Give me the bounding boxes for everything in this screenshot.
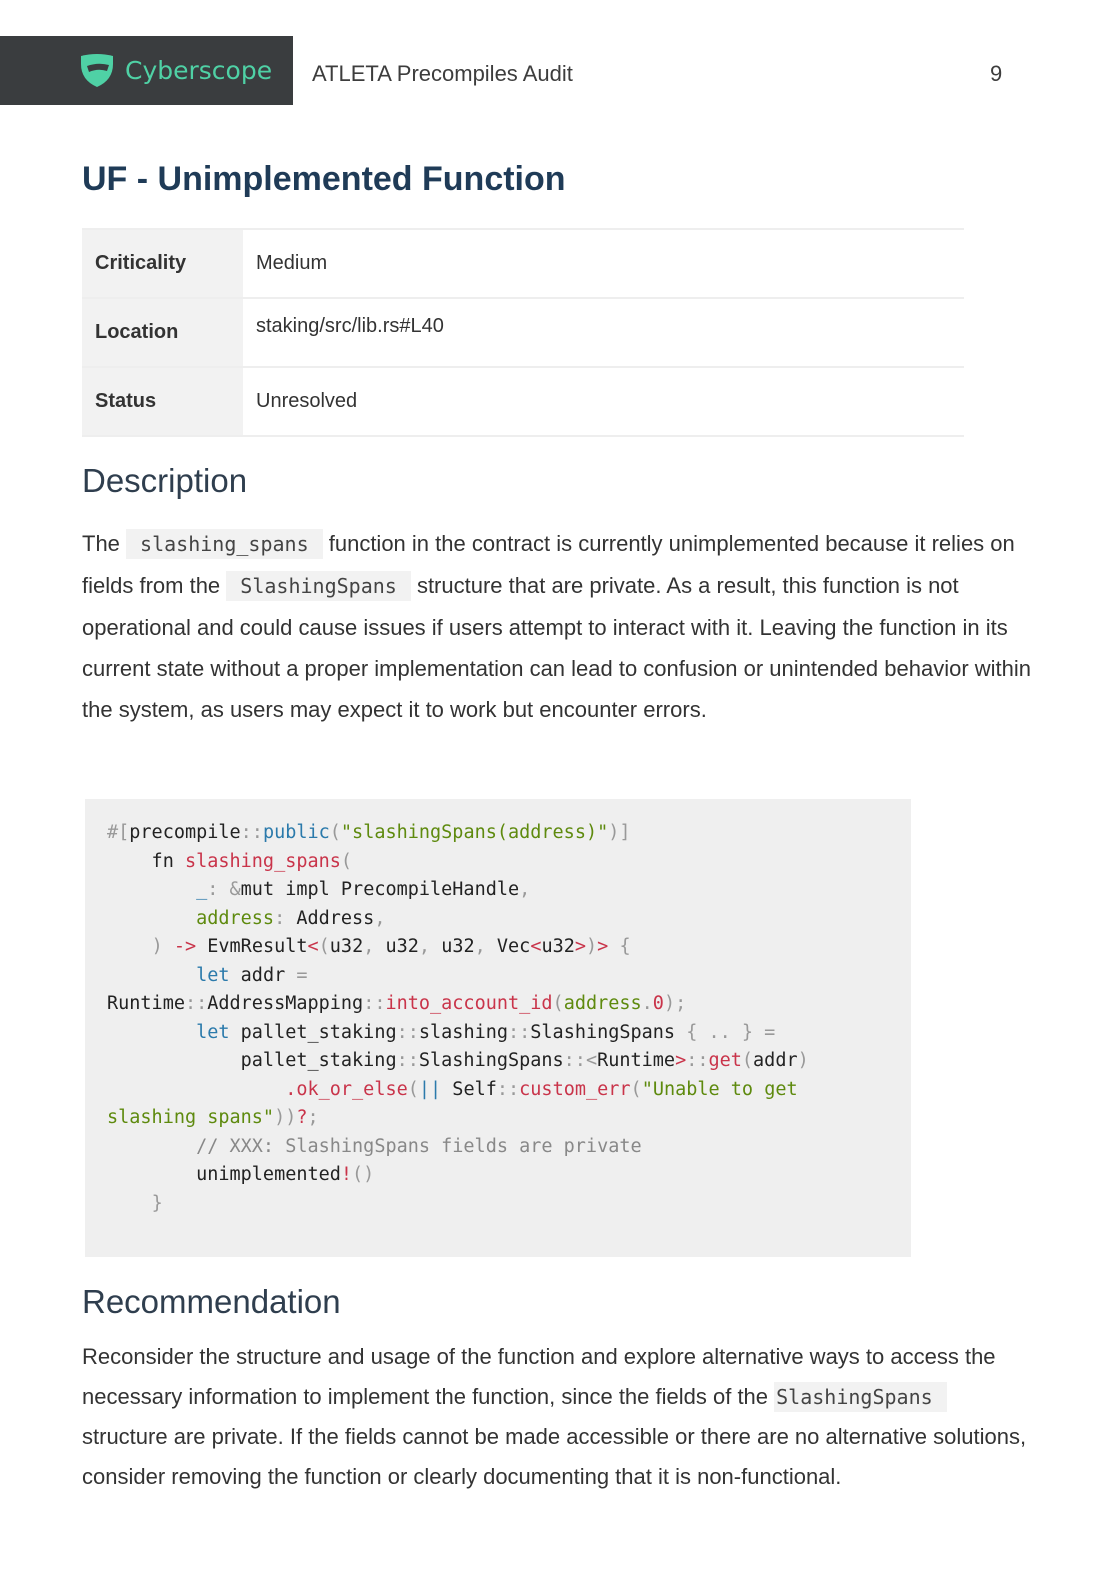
criticality-value: Medium bbox=[256, 252, 328, 274]
code-line: pallet_staking::SlashingSpans::<Runtime>::get(addr) bbox=[107, 1050, 809, 1071]
code-block bbox=[85, 799, 911, 1257]
criticality-label: Criticality bbox=[82, 229, 243, 298]
code-line: fn slashing_spans( bbox=[107, 850, 353, 872]
description-text-3: structure that are private. As a result, this function is not operational and could cause issues if users attempt to interact with it. Leaving the function in its current state without a proper implementation can lead to confusion or unintended behavior within the system, as users may expect it to work but encounter errors. bbox=[82, 573, 1032, 722]
status-value: Unresolved bbox=[256, 390, 358, 412]
description-heading: Description bbox=[82, 462, 248, 499]
code-line: let pallet_staking::slashing::SlashingSpans { .. } = bbox=[196, 1021, 776, 1043]
code-line: unimplemented!() bbox=[196, 1164, 375, 1185]
code-line: slashing spans"))?; bbox=[107, 1107, 319, 1128]
finding-title: UF - Unimplemented Function bbox=[82, 160, 566, 198]
cyberscope-shield-logo-icon bbox=[78, 52, 116, 88]
inline-code-slashing-spans: slashing_spans bbox=[126, 529, 323, 559]
inline-code-slashingspans: SlashingSpans bbox=[774, 1382, 947, 1412]
code-line: let addr = bbox=[196, 964, 308, 986]
description-text-1: The bbox=[82, 531, 120, 556]
code-line: ) -> EvmResult<(u32, u32, u32, Vec<u32>)> { bbox=[151, 936, 631, 957]
document-title: ATLETA Precompiles Audit bbox=[312, 61, 573, 86]
status-label: Status bbox=[82, 367, 243, 436]
description-text-2: function in the contract is currently unimplemented because it relies on fields from the bbox=[82, 531, 1015, 598]
code-line: address: Address, bbox=[196, 907, 386, 929]
table-row bbox=[82, 229, 964, 298]
code-line: } bbox=[151, 1192, 163, 1214]
description-paragraph bbox=[82, 523, 1032, 730]
table-row bbox=[82, 298, 964, 367]
location-value: staking/src/lib.rs#L40 bbox=[256, 315, 444, 337]
page-number: 9 bbox=[990, 61, 1003, 86]
code-line: Runtime::AddressMapping::into_account_id(address.0); bbox=[107, 993, 687, 1014]
brand-name: Cyberscope bbox=[125, 56, 273, 85]
table-row bbox=[82, 367, 964, 436]
recommendation-text-2: structure are private. If the fields cannot be made accessible or there are no alternative solutions, consider removing the function or clearly documenting that it is non-functional. bbox=[82, 1424, 1027, 1489]
code-line: .ok_or_else(|| Self::custom_err("Unable to get bbox=[285, 1078, 798, 1100]
finding-info-table bbox=[82, 228, 964, 437]
recommendation-text-1: Reconsider the structure and usage of the function and explore alternative ways to access the necessary information to implement the function, since the fields of the bbox=[82, 1344, 996, 1409]
code-line: // XXX: SlashingSpans fields are private bbox=[196, 1135, 642, 1157]
inline-code-slashingspans-struct: SlashingSpans bbox=[226, 571, 411, 601]
code-listing bbox=[107, 819, 911, 1218]
location-label: Location bbox=[82, 298, 243, 367]
recommendation-heading: Recommendation bbox=[82, 1283, 341, 1320]
code-line: _: &mut impl PrecompileHandle, bbox=[196, 879, 531, 900]
code-line: #[precompile::public("slashingSpans(address)")] bbox=[107, 822, 631, 843]
recommendation-paragraph bbox=[82, 1337, 1032, 1496]
